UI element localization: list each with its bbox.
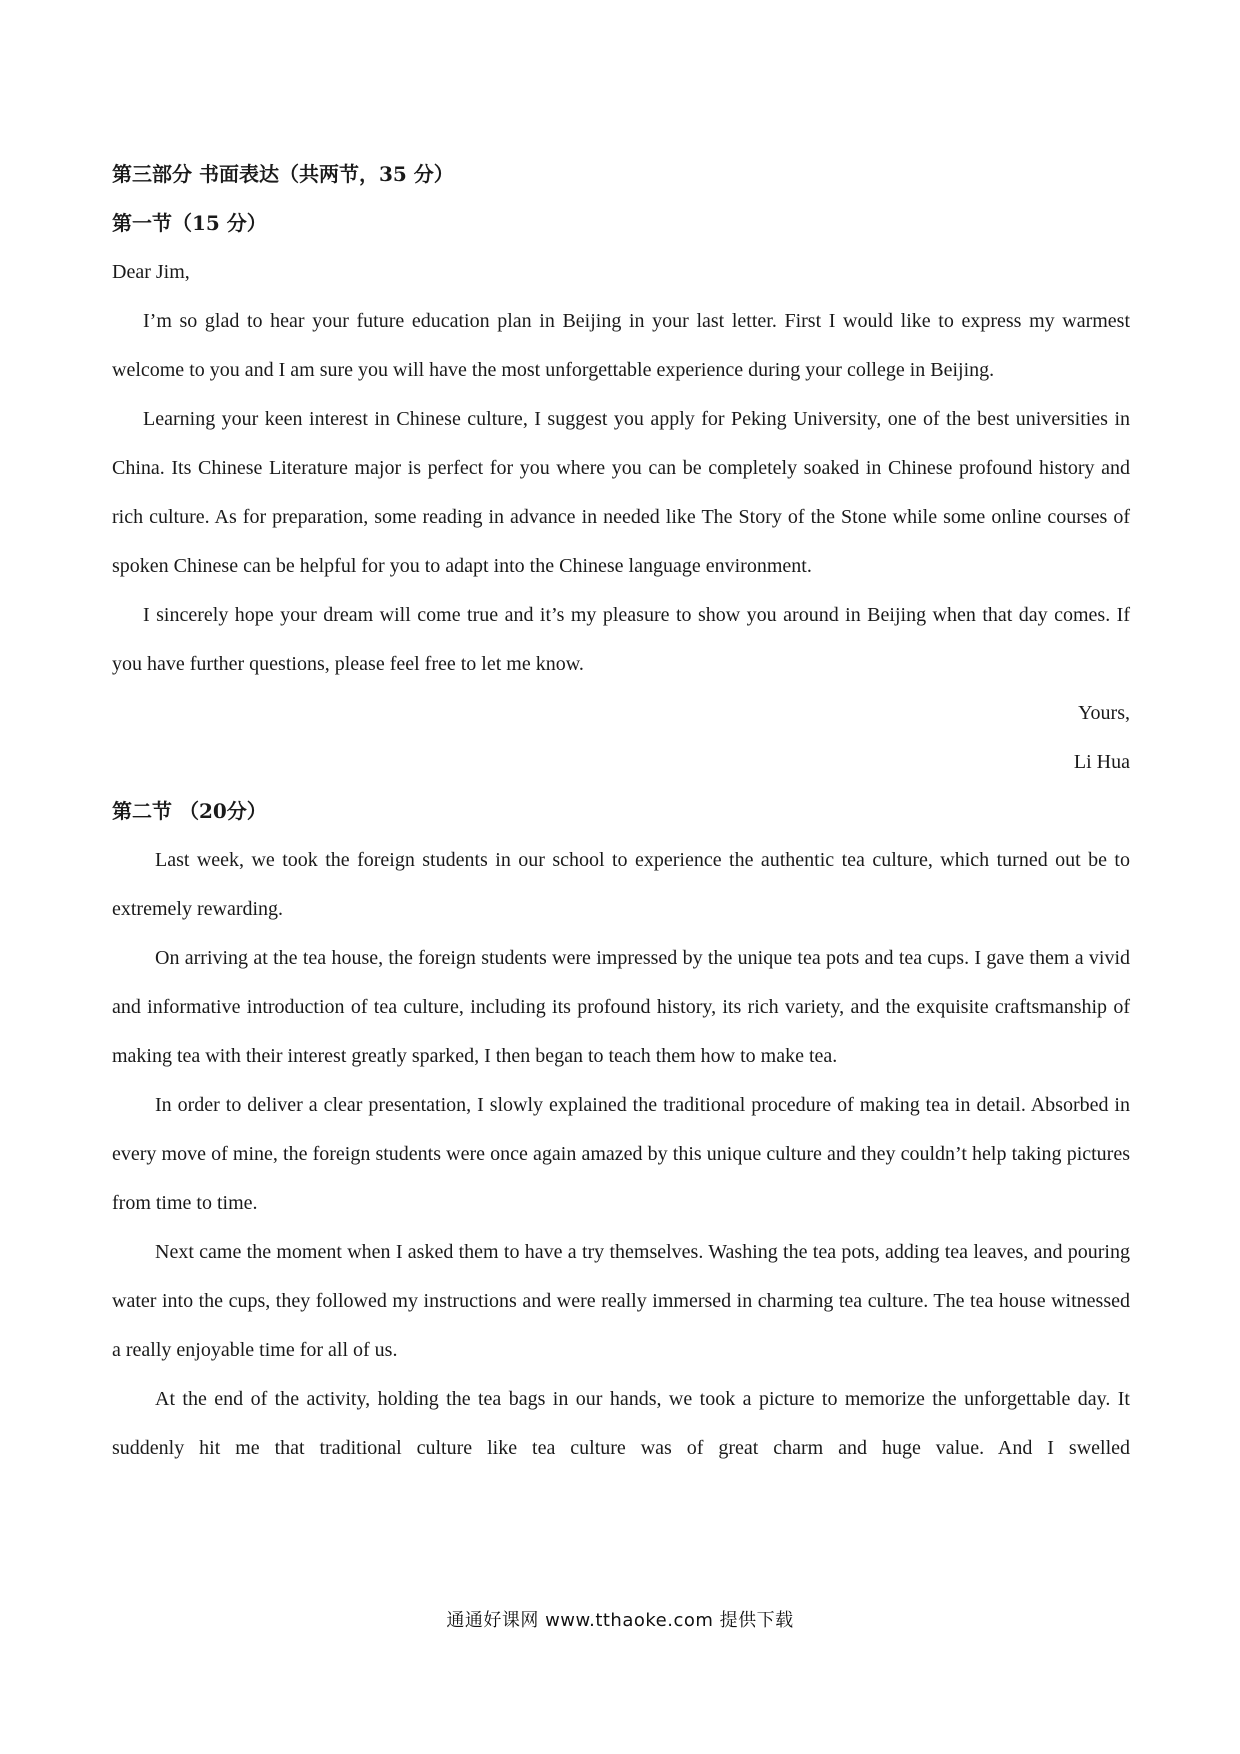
letter-closing: Yours, <box>1078 702 1130 724</box>
essay-paragraph-5: At the end of the activity, holding the tea bags in our hands, we took a picture to memorize the unforgettable day. It suddenly hit me that traditional culture like tea culture was of great charm and huge value. And I swelled <box>112 1388 1130 1459</box>
essay <box>112 836 1130 1473</box>
letter-paragraph-1: I’m so glad to hear your future education plan in Beijing in your last letter. First I would like to express my warmest welcome to you and I am sure you will have the most unforgettable experience during your college in Beijing. <box>112 310 1130 381</box>
essay-paragraph-3: In order to deliver a clear presentation, I slowly explained the traditional procedure of making tea in detail. Absorbed in every move of mine, the foreign students were once again amazed by this unique culture and they couldn’t help taking pictures from time to time. <box>112 1094 1130 1214</box>
essay-paragraph-4: Next came the moment when I asked them to have a try themselves. Washing the tea pots, adding tea leaves, and pouring water into the cups, they followed my instructions and were really immersed in charming tea culture. The tea house witnessed a really enjoyable time for all of us. <box>112 1241 1130 1361</box>
letter <box>112 248 1130 787</box>
letter-greeting: Dear Jim, <box>112 261 190 283</box>
section-two-title: 第二节 （20分） <box>112 799 267 823</box>
footer-source-text: 通通好课网 www.tthaoke.com 提供下载 <box>446 1610 794 1631</box>
essay-paragraph-2: On arriving at the tea house, the foreign students were impressed by the unique tea pots and tea cups. I gave them a vivid and informative introduction of tea culture, including its profound history, its rich variety, and the exquisite craftsmanship of making tea with their interest greatly sparked, I then began to teach them how to make tea. <box>112 947 1130 1067</box>
letter-signature: Li Hua <box>1073 751 1130 773</box>
letter-paragraph-3: I sincerely hope your dream will come true and it’s my pleasure to show you around in Beijing when that day comes. If you have further questions, please feel free to let me know. <box>112 604 1130 675</box>
section-one-title: 第一节（15 分） <box>112 211 267 235</box>
letter-paragraph-2: Learning your keen interest in Chinese culture, I suggest you apply for Peking University, one of the best universities in China. Its Chinese Literature major is perfect for you where you can be completely soaked in Chinese profound history and rich culture. As for preparation, some reading in advance in needed like The Story of the Stone while some online courses of spoken Chinese can be helpful for you to adapt into the Chinese language environment. <box>112 408 1130 577</box>
essay-paragraph-1: Last week, we took the foreign students in our school to experience the authentic tea culture, which turned out be to extremely rewarding. <box>112 849 1130 920</box>
part-three-title: 第三部分 书面表达（共两节，35 分） <box>112 162 454 186</box>
document-page <box>112 150 1130 1473</box>
